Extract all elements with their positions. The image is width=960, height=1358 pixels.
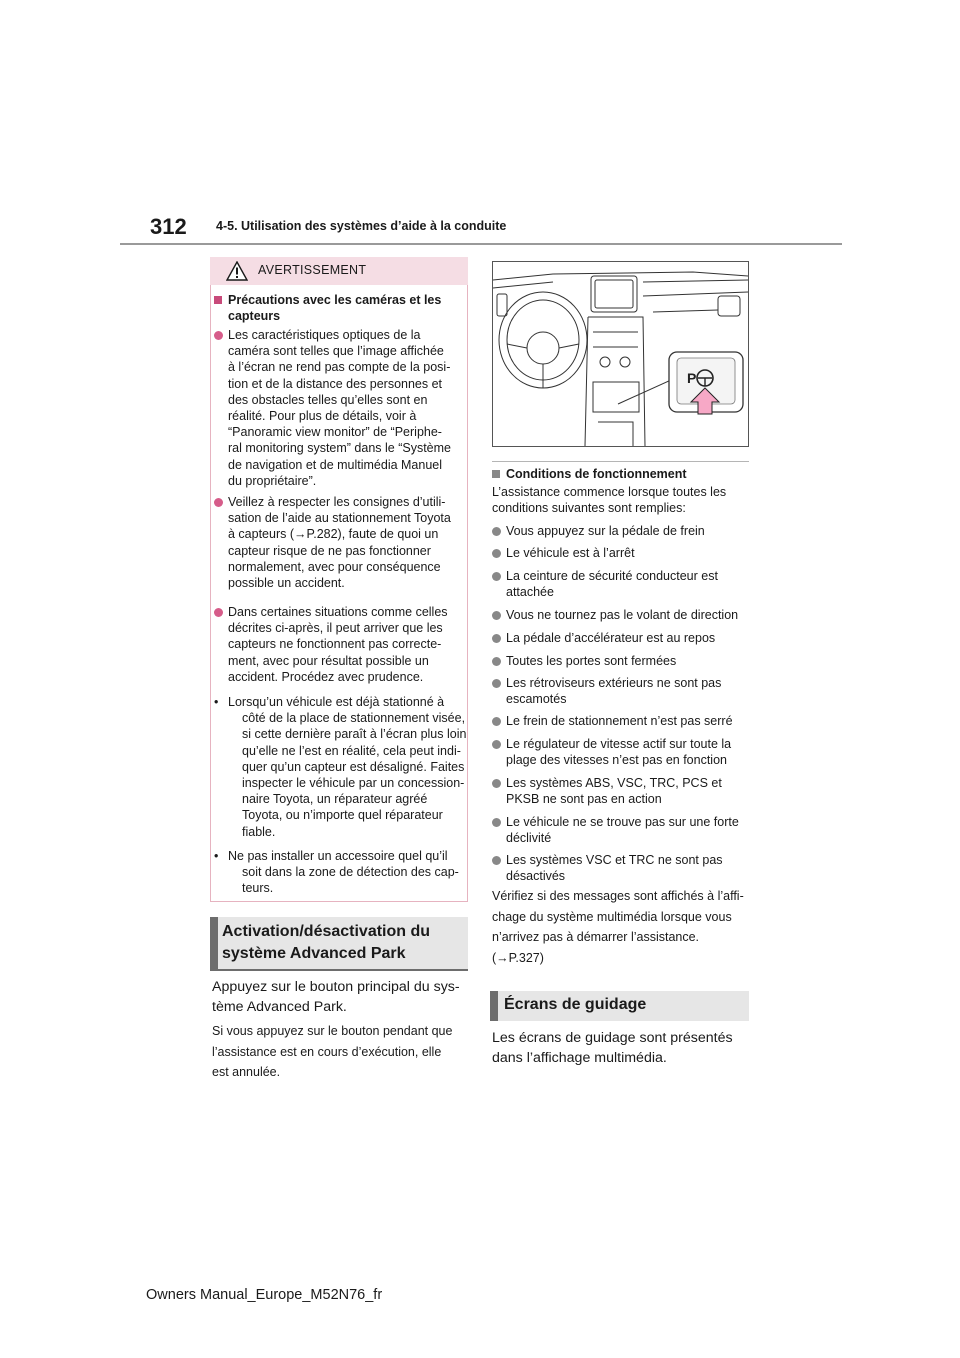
activation-note: Si vous appuyez sur le bouton pendant que l’assistance est en cours d’exécution, elle est annulée. bbox=[212, 1024, 453, 1079]
condition-item: La pédale d’accélérateur est au repos bbox=[506, 631, 716, 645]
condition-item: Le régulateur de vitesse actif sur toute la plage des vitesses n’est pas en fonction bbox=[506, 737, 732, 768]
illustration-separator bbox=[492, 461, 749, 462]
condition-bullet-icon bbox=[492, 572, 501, 581]
condition-bullet-icon bbox=[492, 717, 501, 726]
condition-bullet-icon bbox=[492, 779, 501, 788]
activation-header-underline bbox=[210, 969, 468, 971]
warning-sub-2: Ne pas installer un accessoire quel qu’il soit dans la zone de détection des cap- teurs. bbox=[228, 849, 459, 896]
condition-item: Vous ne tournez pas le volant de direction bbox=[506, 608, 739, 622]
condition-bullet-icon bbox=[492, 657, 501, 666]
condition-bullet-icon bbox=[492, 634, 501, 643]
condition-item: Le véhicule est à l’arrêt bbox=[506, 546, 635, 560]
warning-bullet-2: Veillez à respecter les consignes d’utili- sation de l’aide au stationnement Toyota à capteurs (→P.282), faute de quoi un capteur risque de ne pas fonctionner normalement, avec pour conséquence possible un accident. bbox=[228, 495, 451, 591]
page-number: 312 bbox=[150, 214, 187, 239]
conditions-outro: Vérifiez si des messages sont affichés à l’affi- chage du système multimédia lorsque vous n’arrivez pas à démarrer l’assistance. (→P.327) bbox=[492, 889, 744, 965]
conditions-square-icon bbox=[492, 470, 500, 478]
warning-heading-line1: Précautions avec les caméras et les bbox=[228, 293, 442, 307]
warning-bullet-dot-icon bbox=[214, 498, 223, 507]
warning-heading-line2: capteurs bbox=[228, 309, 281, 323]
sub-bullet-marker: • bbox=[214, 695, 219, 709]
warning-bullet-1: Les caractéristiques optiques de la caméra sont telles que l’image affichée à l’écran ne rend pas compte de la posi- tion et de la distance des personnes et des obstacles telles qu’elles sont en réalité. Pour plus de détails, voir à “Panoramic view monitor” de “Periphe- ral monitoring system” dans le “Système de navigation et de multimédia Manuel du propriétaire”. bbox=[228, 328, 451, 488]
warning-triangle-icon bbox=[226, 261, 248, 281]
header-rule bbox=[120, 243, 842, 245]
park-button-label: P bbox=[687, 370, 697, 386]
warning-bullet-3: Dans certaines situations comme celles décrites ci-après, il peut arriver que les capteurs ne fonctionnent pas correcte- ment, avec pour résultat possible un accident. Procédez avec prudence. bbox=[228, 605, 448, 684]
warning-bullet-dot-icon bbox=[214, 608, 223, 617]
warning-heading-square-icon bbox=[214, 296, 222, 304]
condition-bullet-icon bbox=[492, 549, 501, 558]
condition-bullet-icon bbox=[492, 818, 501, 827]
condition-item: Les systèmes VSC et TRC ne sont pas désactivés bbox=[506, 853, 723, 884]
warning-sub-1: Lorsqu’un véhicule est déjà stationné à côté de la place de stationnement visée, si cette dernière paraît à l’écran plus loin qu’elle ne l’est en réalité, cela peut indi- quer qu’un capteur est désaligné. Faites inspecter le véhicule par un concession- naire Toyota, un réparateur agréé Toyota, ou n’importe quel réparateur fiable. bbox=[228, 695, 467, 839]
condition-item: Les rétroviseurs extérieurs ne sont pas escamotés bbox=[506, 676, 722, 707]
conditions-intro: L’assistance commence lorsque toutes les conditions suivantes sont remplies: bbox=[492, 485, 727, 516]
warning-bullet-dot-icon bbox=[214, 331, 223, 340]
chapter-title: 4-5. Utilisation des systèmes d’aide à la conduite bbox=[216, 219, 507, 233]
condition-item: Le véhicule ne se trouve pas sur une forte déclivité bbox=[506, 815, 739, 846]
condition-item: Les systèmes ABS, VSC, TRC, PCS et PKSB ne sont pas en action bbox=[506, 776, 722, 807]
warning-title: AVERTISSEMENT bbox=[258, 263, 367, 277]
conditions-heading: Conditions de fonctionnement bbox=[506, 467, 687, 481]
sub-bullet-marker: • bbox=[214, 849, 219, 863]
condition-item: Vous appuyez sur la pédale de frein bbox=[506, 524, 705, 538]
condition-bullet-icon bbox=[492, 679, 501, 688]
dashboard-illustration bbox=[492, 261, 749, 447]
guidage-text: Les écrans de guidage sont présentés dans l’affichage multimédia. bbox=[492, 1030, 733, 1066]
activation-section-title: Activation/désactivation du système Advanced Park bbox=[222, 923, 431, 962]
condition-bullet-icon bbox=[492, 740, 501, 749]
guidage-section-title: Écrans de guidage bbox=[504, 996, 647, 1013]
condition-bullet-icon bbox=[492, 527, 501, 536]
condition-bullet-icon bbox=[492, 611, 501, 620]
condition-item: Le frein de stationnement n’est pas serré bbox=[506, 714, 733, 728]
condition-item: La ceinture de sécurité conducteur est attachée bbox=[506, 569, 718, 600]
activation-text: Appuyez sur le bouton principal du sys- tème Advanced Park. bbox=[212, 979, 460, 1015]
footer-text: Owners Manual_Europe_M52N76_fr bbox=[146, 1287, 383, 1303]
condition-item: Toutes les portes sont fermées bbox=[506, 654, 677, 668]
condition-bullet-icon bbox=[492, 856, 501, 865]
dashboard-drawing bbox=[493, 262, 748, 446]
